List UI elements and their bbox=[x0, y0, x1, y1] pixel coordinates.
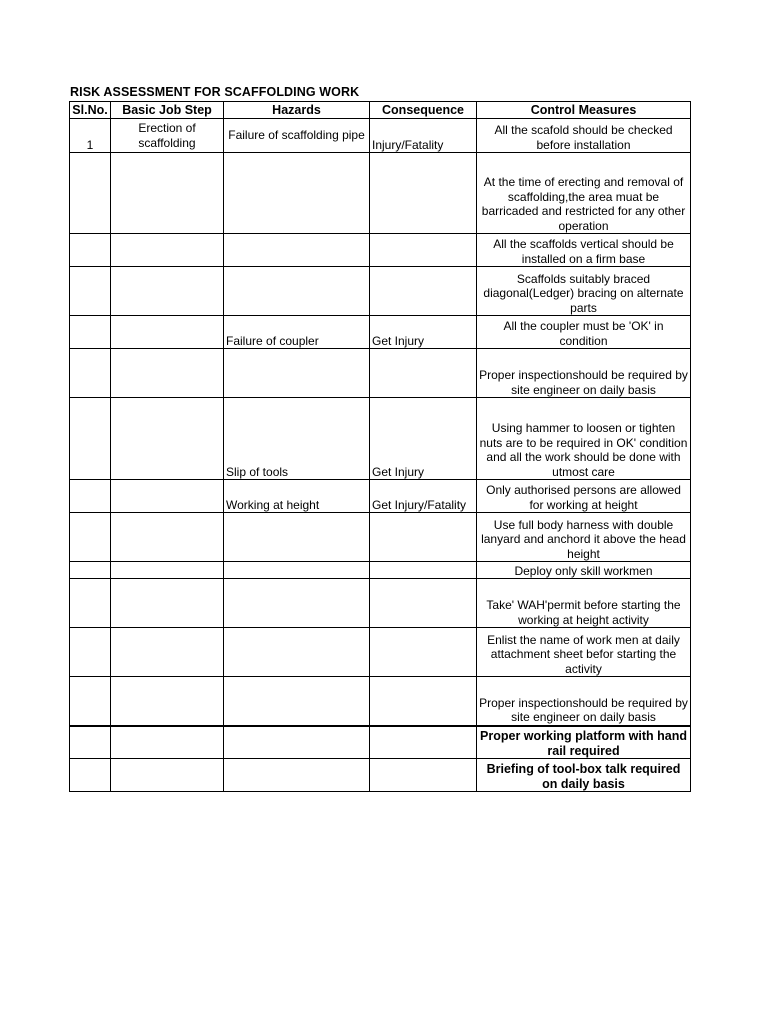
cell-job-step bbox=[111, 267, 224, 316]
cell-control-measure: Briefing of tool-box talk required on daily basis bbox=[477, 759, 691, 792]
cell-control-measure: Scaffolds suitably braced diagonal(Ledger) bracing on alternate parts bbox=[477, 267, 691, 316]
cell-consequence bbox=[370, 234, 477, 267]
header-basic-job-step: Basic Job Step bbox=[111, 102, 224, 119]
cell-control-measure: All the scafold should be checked before installation bbox=[477, 119, 691, 153]
cell-control-measure: Proper inspectionshould be required by site engineer on daily basis bbox=[477, 349, 691, 398]
cell-sl-no bbox=[70, 579, 111, 628]
table-row bbox=[70, 316, 691, 349]
cell-hazard bbox=[224, 562, 370, 579]
cell-control-measure: At the time of erecting and removal of scaffolding,the area muat be barricaded and restricted for any other operation bbox=[477, 153, 691, 234]
header-sl-no: Sl.No. bbox=[70, 102, 111, 119]
cell-sl-no bbox=[70, 398, 111, 480]
cell-consequence bbox=[370, 759, 477, 792]
cell-hazard bbox=[224, 513, 370, 562]
cell-job-step bbox=[111, 316, 224, 349]
cell-sl-no bbox=[70, 759, 111, 792]
table-header-row bbox=[70, 102, 691, 119]
cell-job-step bbox=[111, 513, 224, 562]
cell-job-step bbox=[111, 349, 224, 398]
cell-job-step bbox=[111, 153, 224, 234]
cell-control-measure: Proper inspectionshould be required by site engineer on daily basis bbox=[477, 677, 691, 726]
table-row bbox=[70, 119, 691, 153]
cell-hazard bbox=[224, 628, 370, 677]
cell-job-step bbox=[111, 398, 224, 480]
cell-consequence: Get Injury bbox=[370, 398, 477, 480]
cell-consequence bbox=[370, 513, 477, 562]
table-row bbox=[70, 513, 691, 562]
cell-job-step bbox=[111, 677, 224, 726]
cell-sl-no bbox=[70, 628, 111, 677]
cell-control-measure: Enlist the name of work men at daily attachment sheet befor starting the activity bbox=[477, 628, 691, 677]
cell-control-measure: Take' WAH'permit before starting the working at height activity bbox=[477, 579, 691, 628]
table-row bbox=[70, 726, 691, 759]
table-row bbox=[70, 480, 691, 513]
cell-consequence: Get Injury/Fatality bbox=[370, 480, 477, 513]
cell-job-step bbox=[111, 234, 224, 267]
cell-hazard bbox=[224, 726, 370, 759]
table-row bbox=[70, 153, 691, 234]
cell-sl-no bbox=[70, 316, 111, 349]
cell-hazard: Slip of tools bbox=[224, 398, 370, 480]
cell-job-step bbox=[111, 759, 224, 792]
table-row bbox=[70, 562, 691, 579]
cell-consequence bbox=[370, 677, 477, 726]
header-control-measures: Control Measures bbox=[477, 102, 691, 119]
cell-hazard: Failure of coupler bbox=[224, 316, 370, 349]
cell-hazard: Failure of scaffolding pipe bbox=[224, 119, 370, 153]
cell-sl-no bbox=[70, 267, 111, 316]
cell-sl-no bbox=[70, 480, 111, 513]
cell-hazard bbox=[224, 153, 370, 234]
cell-sl-no bbox=[70, 234, 111, 267]
header-consequence: Consequence bbox=[370, 102, 477, 119]
table-row bbox=[70, 759, 691, 792]
table-row bbox=[70, 677, 691, 726]
cell-hazard bbox=[224, 579, 370, 628]
header-hazards: Hazards bbox=[224, 102, 370, 119]
cell-sl-no bbox=[70, 153, 111, 234]
cell-hazard bbox=[224, 759, 370, 792]
cell-consequence: Injury/Fatality bbox=[370, 119, 477, 153]
cell-control-measure: Proper working platform with hand rail required bbox=[477, 726, 691, 759]
cell-consequence bbox=[370, 267, 477, 316]
cell-consequence bbox=[370, 153, 477, 234]
cell-hazard: Working at height bbox=[224, 480, 370, 513]
cell-job-step bbox=[111, 726, 224, 759]
cell-hazard bbox=[224, 234, 370, 267]
cell-job-step bbox=[111, 579, 224, 628]
cell-control-measure: All the scaffolds vertical should be installed on a firm base bbox=[477, 234, 691, 267]
cell-sl-no: 1 bbox=[70, 119, 111, 153]
cell-consequence bbox=[370, 349, 477, 398]
cell-control-measure: All the coupler must be 'OK' in condition bbox=[477, 316, 691, 349]
cell-control-measure: Using hammer to loosen or tighten nuts are to be required in OK' condition and all the work should be done with utmost care bbox=[477, 398, 691, 480]
cell-consequence bbox=[370, 579, 477, 628]
cell-consequence bbox=[370, 628, 477, 677]
table-row bbox=[70, 398, 691, 480]
cell-sl-no bbox=[70, 349, 111, 398]
cell-job-step bbox=[111, 628, 224, 677]
table-row bbox=[70, 267, 691, 316]
cell-control-measure: Deploy only skill workmen bbox=[477, 562, 691, 579]
cell-sl-no bbox=[70, 513, 111, 562]
table-row bbox=[70, 628, 691, 677]
cell-consequence bbox=[370, 562, 477, 579]
cell-sl-no bbox=[70, 562, 111, 579]
cell-sl-no bbox=[70, 677, 111, 726]
risk-assessment-table bbox=[69, 101, 691, 792]
cell-job-step bbox=[111, 480, 224, 513]
cell-control-measure: Only authorised persons are allowed for working at height bbox=[477, 480, 691, 513]
cell-hazard bbox=[224, 267, 370, 316]
table-row bbox=[70, 579, 691, 628]
cell-consequence: Get Injury bbox=[370, 316, 477, 349]
cell-job-step: Erection of scaffolding bbox=[111, 119, 224, 153]
table-row bbox=[70, 349, 691, 398]
cell-hazard bbox=[224, 677, 370, 726]
cell-sl-no bbox=[70, 726, 111, 759]
cell-consequence bbox=[370, 726, 477, 759]
document-title: RISK ASSESSMENT FOR SCAFFOLDING WORK bbox=[70, 85, 360, 99]
cell-control-measure: Use full body harness with double lanyard and anchord it above the head height bbox=[477, 513, 691, 562]
cell-job-step bbox=[111, 562, 224, 579]
cell-hazard bbox=[224, 349, 370, 398]
table-row bbox=[70, 234, 691, 267]
